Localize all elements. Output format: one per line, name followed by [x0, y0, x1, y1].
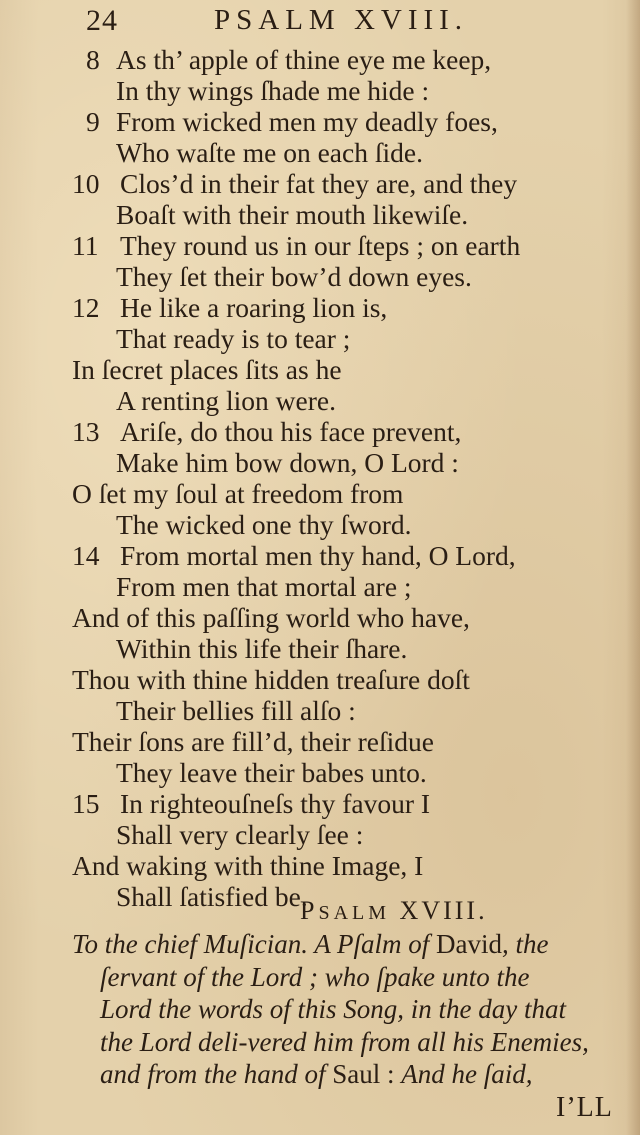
verse-line	[72, 757, 632, 788]
verse-text: And of this paſſing world who have,	[72, 602, 470, 633]
verse-text: They leave their babes unto.	[116, 757, 427, 788]
verse-line	[72, 354, 632, 385]
verse-text: The wicked one thy ſword.	[116, 509, 412, 540]
verse-number: 13	[72, 416, 100, 447]
superscription-text: To the chief Muſician. A Pſalm of	[72, 929, 436, 959]
superscription-text: the Lord deli-vered him from all his Enemies,	[100, 1026, 589, 1057]
page-number: 24	[86, 4, 118, 37]
verse-line	[72, 447, 632, 478]
superscription-text: David	[436, 929, 502, 959]
verse-line	[72, 292, 632, 323]
superscription-text: ſervant of the Lord ; who ſpake unto the	[100, 961, 530, 992]
psalm-title-numeral: XVIII.	[399, 896, 488, 925]
verse-text: They round us in our ſteps ; on earth	[120, 230, 521, 261]
verse-line	[72, 323, 632, 354]
page-edge-shadow	[626, 0, 640, 1135]
verse-text: O ſet my ſoul at freedom from	[72, 478, 404, 509]
verse-line	[72, 385, 632, 416]
verse-line	[72, 75, 632, 106]
superscription-line	[72, 1026, 628, 1059]
verse-line	[72, 416, 632, 447]
verse-text: In righteouſneſs thy favour I	[120, 788, 431, 819]
verse-line	[72, 106, 632, 137]
verse-text: In thy wings ſhade me hide :	[116, 75, 430, 106]
superscription-text: :	[380, 1059, 402, 1089]
verse-number: 8	[86, 44, 100, 75]
superscription-text: and from the hand of	[100, 1059, 333, 1089]
verse-text: As th’ apple of thine eye me keep,	[116, 44, 492, 75]
verse-line	[72, 540, 632, 571]
verse-line	[72, 819, 632, 850]
verse-line	[72, 230, 632, 261]
verse-text: From wicked men my deadly foes,	[116, 106, 498, 137]
verse-text: Boaſt with their mouth likewiſe.	[116, 199, 469, 230]
running-head: PSALM XVIII.	[214, 4, 469, 36]
verse-text: That ready is to tear ;	[116, 323, 351, 354]
catchword: I’LL	[556, 1092, 613, 1123]
verse-text: Shall ſatisfied be.	[116, 881, 308, 912]
verse-text: Their ſons are fill’d, their reſidue	[72, 726, 434, 757]
superscription-line	[72, 993, 628, 1026]
verse-line	[72, 509, 632, 540]
page-header	[86, 2, 606, 42]
superscription-text: Saul	[332, 1059, 381, 1089]
verse-number: 14	[72, 540, 100, 571]
verse-text: They ſet their bow’d down eyes.	[116, 261, 472, 292]
verse-text: Who waſte me on each ſide.	[116, 137, 423, 168]
verse-line	[72, 199, 632, 230]
verse-text: Ariſe, do thou his face prevent,	[120, 416, 462, 447]
verse-line	[72, 726, 632, 757]
verse-text: He like a roaring lion is,	[120, 292, 388, 323]
verse-line	[72, 478, 632, 509]
verse-line	[72, 168, 632, 199]
verse-line	[72, 571, 632, 602]
psalm-title-word: PSALM	[300, 896, 391, 925]
superscription	[72, 928, 628, 1091]
verse-line	[72, 633, 632, 664]
verse-number: 12	[72, 292, 100, 323]
verse-line	[72, 602, 632, 633]
superscription-text: , the	[501, 929, 549, 959]
verse-line	[72, 850, 632, 881]
verse-text: In ſecret places ſits as he	[72, 354, 342, 385]
verse-text: Clos’d in their fat they are, and they	[120, 168, 518, 199]
verse-text: Shall very clearly ſee :	[116, 819, 364, 850]
verse-line	[72, 664, 632, 695]
superscription-text: And he ſaid,	[401, 1059, 533, 1089]
verse-text: Within this life their ſhare.	[116, 633, 408, 664]
superscription-line	[72, 1058, 628, 1091]
verse-number: 15	[72, 788, 100, 819]
verse-text: And waking with thine Image, I	[72, 850, 424, 881]
verse-number: 11	[72, 230, 99, 261]
verse-text: From mortal men thy hand, O Lord,	[120, 540, 516, 571]
verse-line	[72, 788, 632, 819]
verse-text: Their bellies fill alſo :	[116, 695, 356, 726]
superscription-line	[72, 928, 628, 961]
verse-text: A renting lion were.	[116, 385, 336, 416]
verse-line	[72, 137, 632, 168]
verse-number: 9	[86, 106, 100, 137]
psalm-verses	[72, 44, 632, 912]
verse-text: Thou with thine hidden treaſure doſt	[72, 664, 470, 695]
superscription-text: Lord the words of this Song, in the day that	[100, 994, 567, 1024]
verse-text: From men that mortal are ;	[116, 571, 412, 602]
verse-number: 10	[72, 168, 100, 199]
verse-line	[72, 261, 632, 292]
superscription-line	[72, 961, 628, 994]
verse-line	[72, 695, 632, 726]
verse-text: Make him bow down, O Lord :	[116, 447, 459, 478]
psalm-title	[300, 896, 488, 926]
verse-line	[72, 44, 632, 75]
